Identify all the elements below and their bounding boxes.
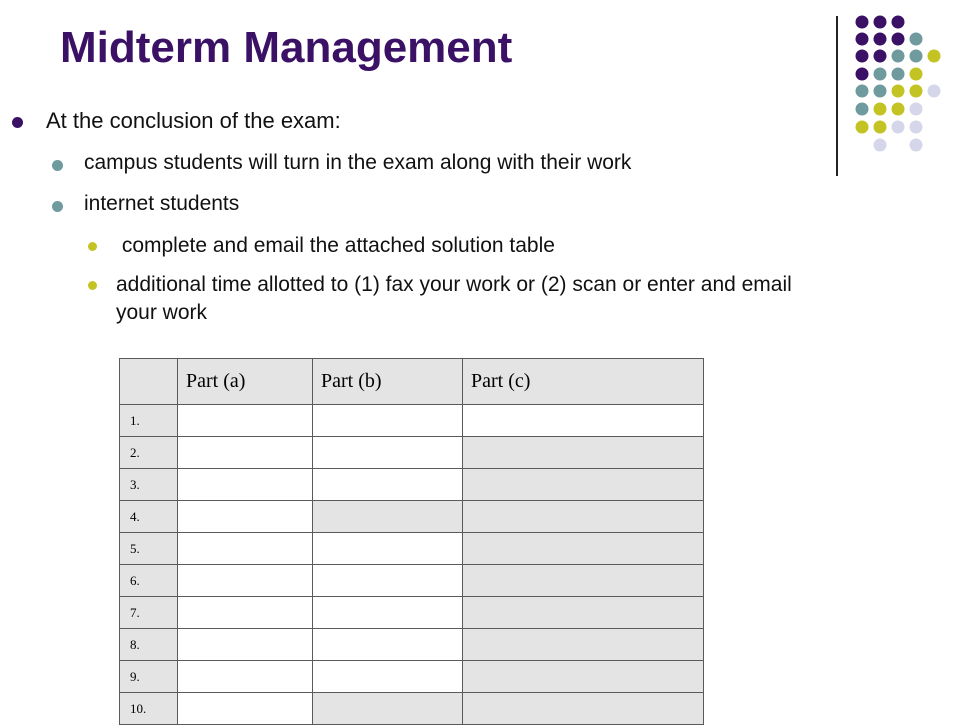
decorative-divider-line xyxy=(836,16,838,176)
decorative-dot xyxy=(892,33,905,46)
decorative-dot xyxy=(892,16,905,29)
decorative-dot xyxy=(874,33,887,46)
bullet-additional-text: additional time allotted to (1) fax your work or (2) scan or enter and email your work xyxy=(116,273,792,324)
decorative-dot xyxy=(874,50,887,63)
bullet-dot-icon xyxy=(52,160,63,171)
table-header-part-c: Part (c) xyxy=(463,359,704,405)
bullet-dot-icon xyxy=(52,201,63,212)
decorative-dot xyxy=(910,68,923,81)
decorative-dot xyxy=(892,103,905,116)
decorative-dot xyxy=(910,103,923,116)
table-header-cell xyxy=(120,359,178,405)
decorative-dot xyxy=(856,85,869,98)
bullet-campus-text: campus students will turn in the exam along with their work xyxy=(84,151,632,174)
answer-cell-part-c xyxy=(463,405,704,437)
answer-cell-part-a xyxy=(178,501,313,533)
row-number: 10. xyxy=(120,693,178,725)
solution-table xyxy=(119,358,704,725)
decorative-dot xyxy=(874,16,887,29)
bullet-complete-text: complete and email the attached solution table xyxy=(116,234,555,257)
table-header-row xyxy=(120,359,704,405)
decorative-dot xyxy=(910,121,923,134)
decorative-dot xyxy=(910,33,923,46)
answer-cell-part-a xyxy=(178,629,313,661)
decorative-dot xyxy=(856,33,869,46)
row-number: 2. xyxy=(120,437,178,469)
decorative-dot xyxy=(892,85,905,98)
answer-cell-part-b xyxy=(313,565,463,597)
decorative-dot xyxy=(874,68,887,81)
row-number: 8. xyxy=(120,629,178,661)
answer-cell-part-c xyxy=(463,629,704,661)
bullet-dot-icon xyxy=(12,117,23,128)
bullet-campus xyxy=(84,151,631,175)
row-number: 7. xyxy=(120,597,178,629)
answer-cell-part-b xyxy=(313,437,463,469)
answer-cell-part-a xyxy=(178,437,313,469)
row-number: 6. xyxy=(120,565,178,597)
answer-cell-part-a xyxy=(178,597,313,629)
row-number: 4. xyxy=(120,501,178,533)
bullet-dot-icon xyxy=(88,281,97,290)
answer-cell-part-a xyxy=(178,469,313,501)
table-row xyxy=(120,533,704,565)
decorative-dot xyxy=(892,68,905,81)
row-number: 3. xyxy=(120,469,178,501)
bullet-main xyxy=(46,108,341,134)
decorative-dot xyxy=(928,50,941,63)
decorative-dot xyxy=(928,85,941,98)
bullet-internet-text: internet students xyxy=(84,192,240,215)
decorative-dot xyxy=(892,121,905,134)
bullet-internet xyxy=(84,192,239,216)
answer-cell-part-c xyxy=(463,501,704,533)
decorative-dot xyxy=(892,50,905,63)
decorative-dot xyxy=(874,103,887,116)
answer-cell-part-b xyxy=(313,469,463,501)
answer-cell-part-b xyxy=(313,533,463,565)
decorative-dot xyxy=(856,68,869,81)
decorative-dot xyxy=(856,50,869,63)
answer-cell-part-c xyxy=(463,597,704,629)
table-row xyxy=(120,565,704,597)
bullet-dot-icon xyxy=(88,242,97,251)
table-row xyxy=(120,405,704,437)
answer-cell-part-a xyxy=(178,405,313,437)
decorative-dot xyxy=(910,85,923,98)
answer-cell-part-c xyxy=(463,661,704,693)
bullet-additional xyxy=(116,271,826,327)
table-row xyxy=(120,437,704,469)
decorative-dot xyxy=(856,103,869,116)
row-number: 9. xyxy=(120,661,178,693)
answer-cell-part-c xyxy=(463,437,704,469)
answer-cell-part-c xyxy=(463,565,704,597)
table-row xyxy=(120,597,704,629)
decorative-dot xyxy=(856,121,869,134)
table-row xyxy=(120,661,704,693)
row-number: 1. xyxy=(120,405,178,437)
answer-cell-part-b xyxy=(313,661,463,693)
decorative-dot xyxy=(874,139,887,152)
answer-cell-part-b xyxy=(313,501,463,533)
bullet-complete xyxy=(116,232,555,260)
answer-cell-part-c xyxy=(463,533,704,565)
answer-cell-part-b xyxy=(313,405,463,437)
slide-title: Midterm Management xyxy=(60,23,513,72)
table-row xyxy=(120,501,704,533)
answer-cell-part-b xyxy=(313,629,463,661)
answer-cell-part-c xyxy=(463,469,704,501)
answer-cell-part-b xyxy=(313,597,463,629)
bullet-main-text: At the conclusion of the exam: xyxy=(46,108,341,133)
answer-cell-part-a xyxy=(178,533,313,565)
table-row xyxy=(120,469,704,501)
row-number: 5. xyxy=(120,533,178,565)
table-row xyxy=(120,629,704,661)
decorative-dot xyxy=(910,139,923,152)
table-header-part-a: Part (a) xyxy=(178,359,313,405)
decorative-dot xyxy=(874,85,887,98)
answer-cell-part-a xyxy=(178,565,313,597)
table-header-part-b: Part (b) xyxy=(313,359,463,405)
decorative-dot xyxy=(874,121,887,134)
decorative-dot xyxy=(856,16,869,29)
decorative-dot xyxy=(910,50,923,63)
answer-cell-part-a xyxy=(178,661,313,693)
